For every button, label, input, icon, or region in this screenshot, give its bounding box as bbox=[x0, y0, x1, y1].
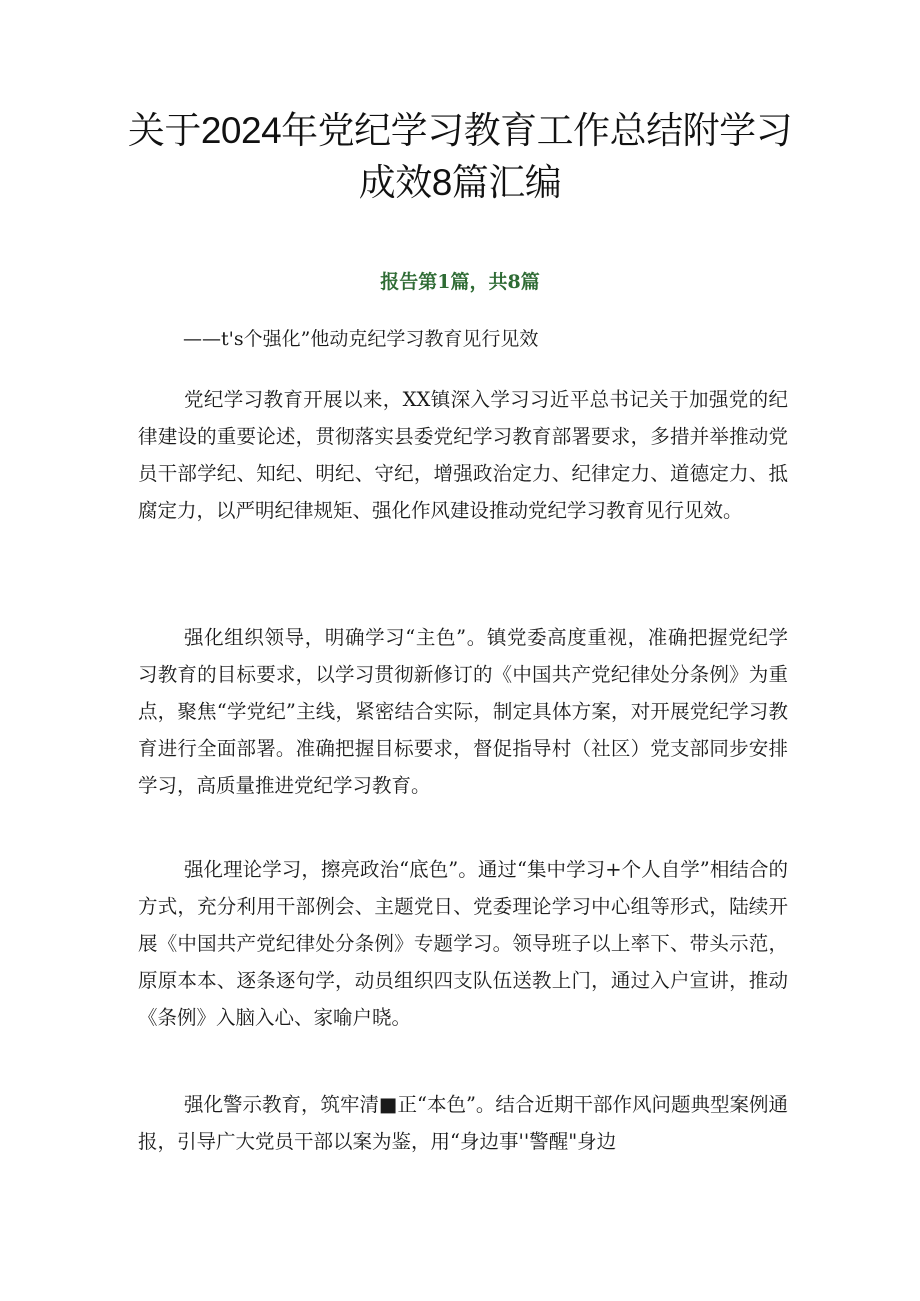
body-paragraph-3: 强化理论学习，擦亮政治“底色”。通过“集中学习+个人自学”相结合的方式，充分利用干部例会、主题党日、党委理论学习中心组等形式，陆续开展《中国共产党纪律处分条例》专题学习。领导班子以上率下、带头示范，原原本本、逐条逐句学，动员组织四支队伍送教上门，通过入户宣讲，推动《条例》入脑入心、家喻户晓。 bbox=[138, 858, 788, 1029]
report-subtitle: ——t's个强化”他动克纪学习教育见行见效 bbox=[183, 328, 539, 350]
document-title: 关于2024年党纪学习教育工作总结附学习成效8篇汇编 bbox=[127, 110, 793, 203]
body-paragraph-1: 党纪学习教育开展以来，XX镇深入学习习近平总书记关于加强党的纪律建设的重要论述，贯彻落实县委党纪学习教育部署要求，多措并举推动党员干部学纪、知纪、明纪、守纪，增强政治定力、纪律定力、道德定力、抵腐定力，以严明纪律规矩、强化作风建设推动党纪学习教育见行见效。 bbox=[138, 388, 788, 522]
report-heading: 报告第1篇，共8篇 bbox=[380, 271, 540, 293]
body-paragraph-4: 强化警示教育，筑牢清■正“本色”。结合近期干部作风问题典型案例通报，引导广大党员干部以案为鉴，用“身边事''警醒"身边 bbox=[138, 1093, 788, 1153]
body-paragraph-2: 强化组织领导，明确学习“主色”。镇党委高度重视，准确把握党纪学习教育的目标要求，以学习贯彻新修订的《中国共产党纪律处分条例》为重点，聚焦“学党纪”主线，紧密结合实际，制定具体方案，对开展党纪学习教育进行全面部署。准确把握目标要求，督促指导村（社区）党支部同步安排学习，高质量推进党纪学习教育。 bbox=[138, 626, 788, 797]
